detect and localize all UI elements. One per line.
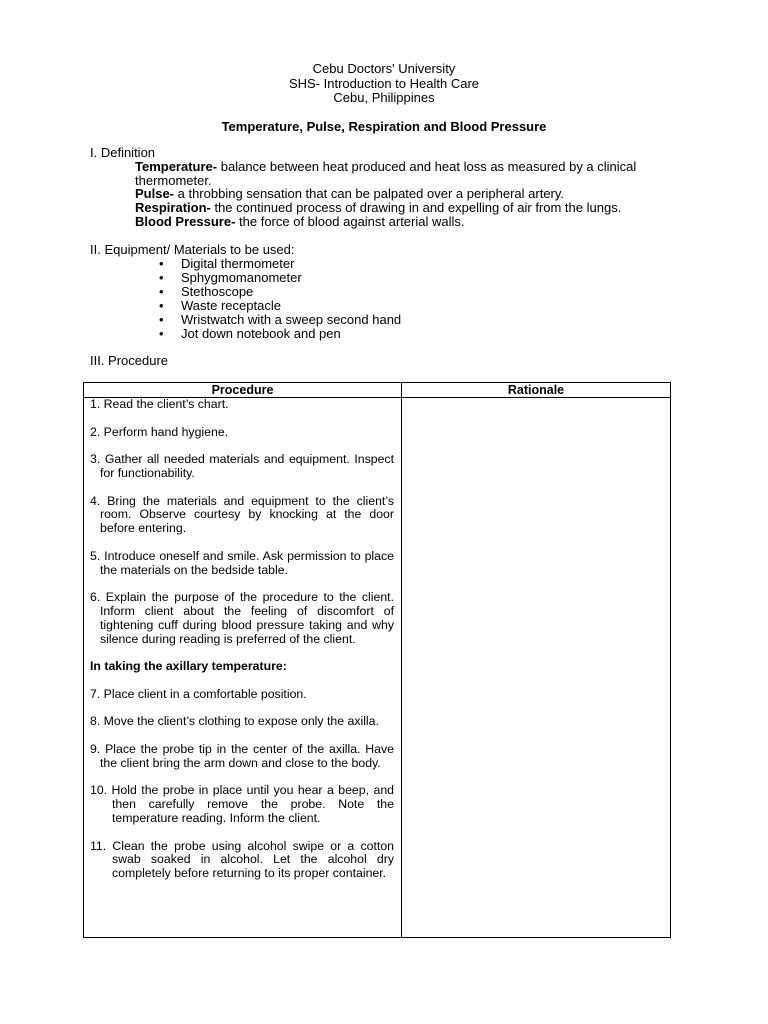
procedure-steps (84, 398, 401, 881)
definition-item (135, 187, 680, 201)
definition-term: Respiration- (135, 200, 211, 216)
procedure-step: 5. Introduce oneself and smile. Ask permission to place the materials on the bedside table. (90, 548, 394, 577)
procedure-step: 7. Place client in a comfortable position. (90, 686, 307, 701)
course-name: SHS- Introduction to Health Care (288, 75, 480, 91)
table-header-row (84, 383, 671, 398)
equipment-item: • Wristwatch with a sweep second hand (159, 313, 401, 327)
equipment-item: • Stethoscope (159, 285, 401, 299)
equipment-item: • Sphygmomanometer (159, 271, 401, 285)
definition-list (135, 160, 680, 229)
document-title: Temperature, Pulse, Respiration and Blood Pressure (221, 119, 547, 134)
procedure-column-header: Procedure (84, 383, 402, 398)
procedure-step: 6. Explain the purpose of the procedure to the client. Inform client about the feeling of discomfort of tightening cuff during blood pressure taking and why silence during reading is preferred of the client. (90, 590, 394, 646)
procedure-cell (84, 398, 402, 938)
equipment-item: • Waste receptacle (159, 299, 401, 313)
procedure-step: 2. Perform hand hygiene. (90, 424, 229, 439)
procedure-table (83, 382, 671, 938)
procedure-step: 1. Read the client’s chart. (90, 397, 229, 411)
procedure-subheading: In taking the axillary temperature: (90, 659, 287, 674)
section-procedure-heading: III. Procedure (90, 353, 169, 368)
rationale-cell (402, 398, 671, 938)
table-row (84, 398, 671, 938)
definition-term: Blood Pressure- (135, 213, 236, 229)
document-header (0, 62, 768, 106)
section-equipment-heading: II. Equipment/ Materials to be used: (90, 242, 295, 257)
procedure-step: 9. Place the probe tip in the center of the axilla. Have the client bring the arm down and close to the body. (90, 741, 394, 770)
definition-item (135, 160, 680, 187)
definition-term: Temperature- (135, 159, 218, 174)
procedure-step: 10. Hold the probe in place until you hear a beep, and then carefully remove the probe. Note the temperature reading. Inform the client. (90, 783, 394, 825)
equipment-item: • Jot down notebook and pen (159, 327, 401, 341)
rationale-column-header: Rationale (402, 383, 671, 398)
definition-term: Pulse- (135, 186, 175, 202)
definition-item (135, 215, 680, 229)
university-name: Cebu Doctors' University (312, 61, 456, 76)
definition-text: the force of blood against arterial walls. (235, 213, 465, 229)
procedure-step: 8. Move the client’s clothing to expose only the axilla. (90, 714, 379, 729)
definition-item (135, 201, 680, 215)
procedure-step: 4. Bring the materials and equipment to the client’s room. Observe courtesy by knocking at the door before entering. (90, 493, 394, 536)
definition-text: the continued process of drawing in and expelling of air from the lungs. (210, 200, 622, 216)
location: Cebu, Philippines (333, 90, 435, 105)
definition-text: a throbbing sensation that can be palpated over a peripheral artery. (174, 186, 565, 202)
procedure-step: 3. Gather all needed materials and equipment. Inspect for functionability. (90, 452, 394, 480)
section-definition-heading: I. Definition (90, 145, 156, 160)
procedure-step: 11. Clean the probe using alcohol swipe or a cotton swab soaked in alcohol. Let the alcohol dry completely before returning to its proper container. (90, 838, 394, 881)
equipment-list (159, 257, 401, 340)
definition-text: balance between heat produced and heat loss as measured by a clinical thermometer. (135, 159, 637, 188)
equipment-item: • Digital thermometer (159, 257, 401, 271)
